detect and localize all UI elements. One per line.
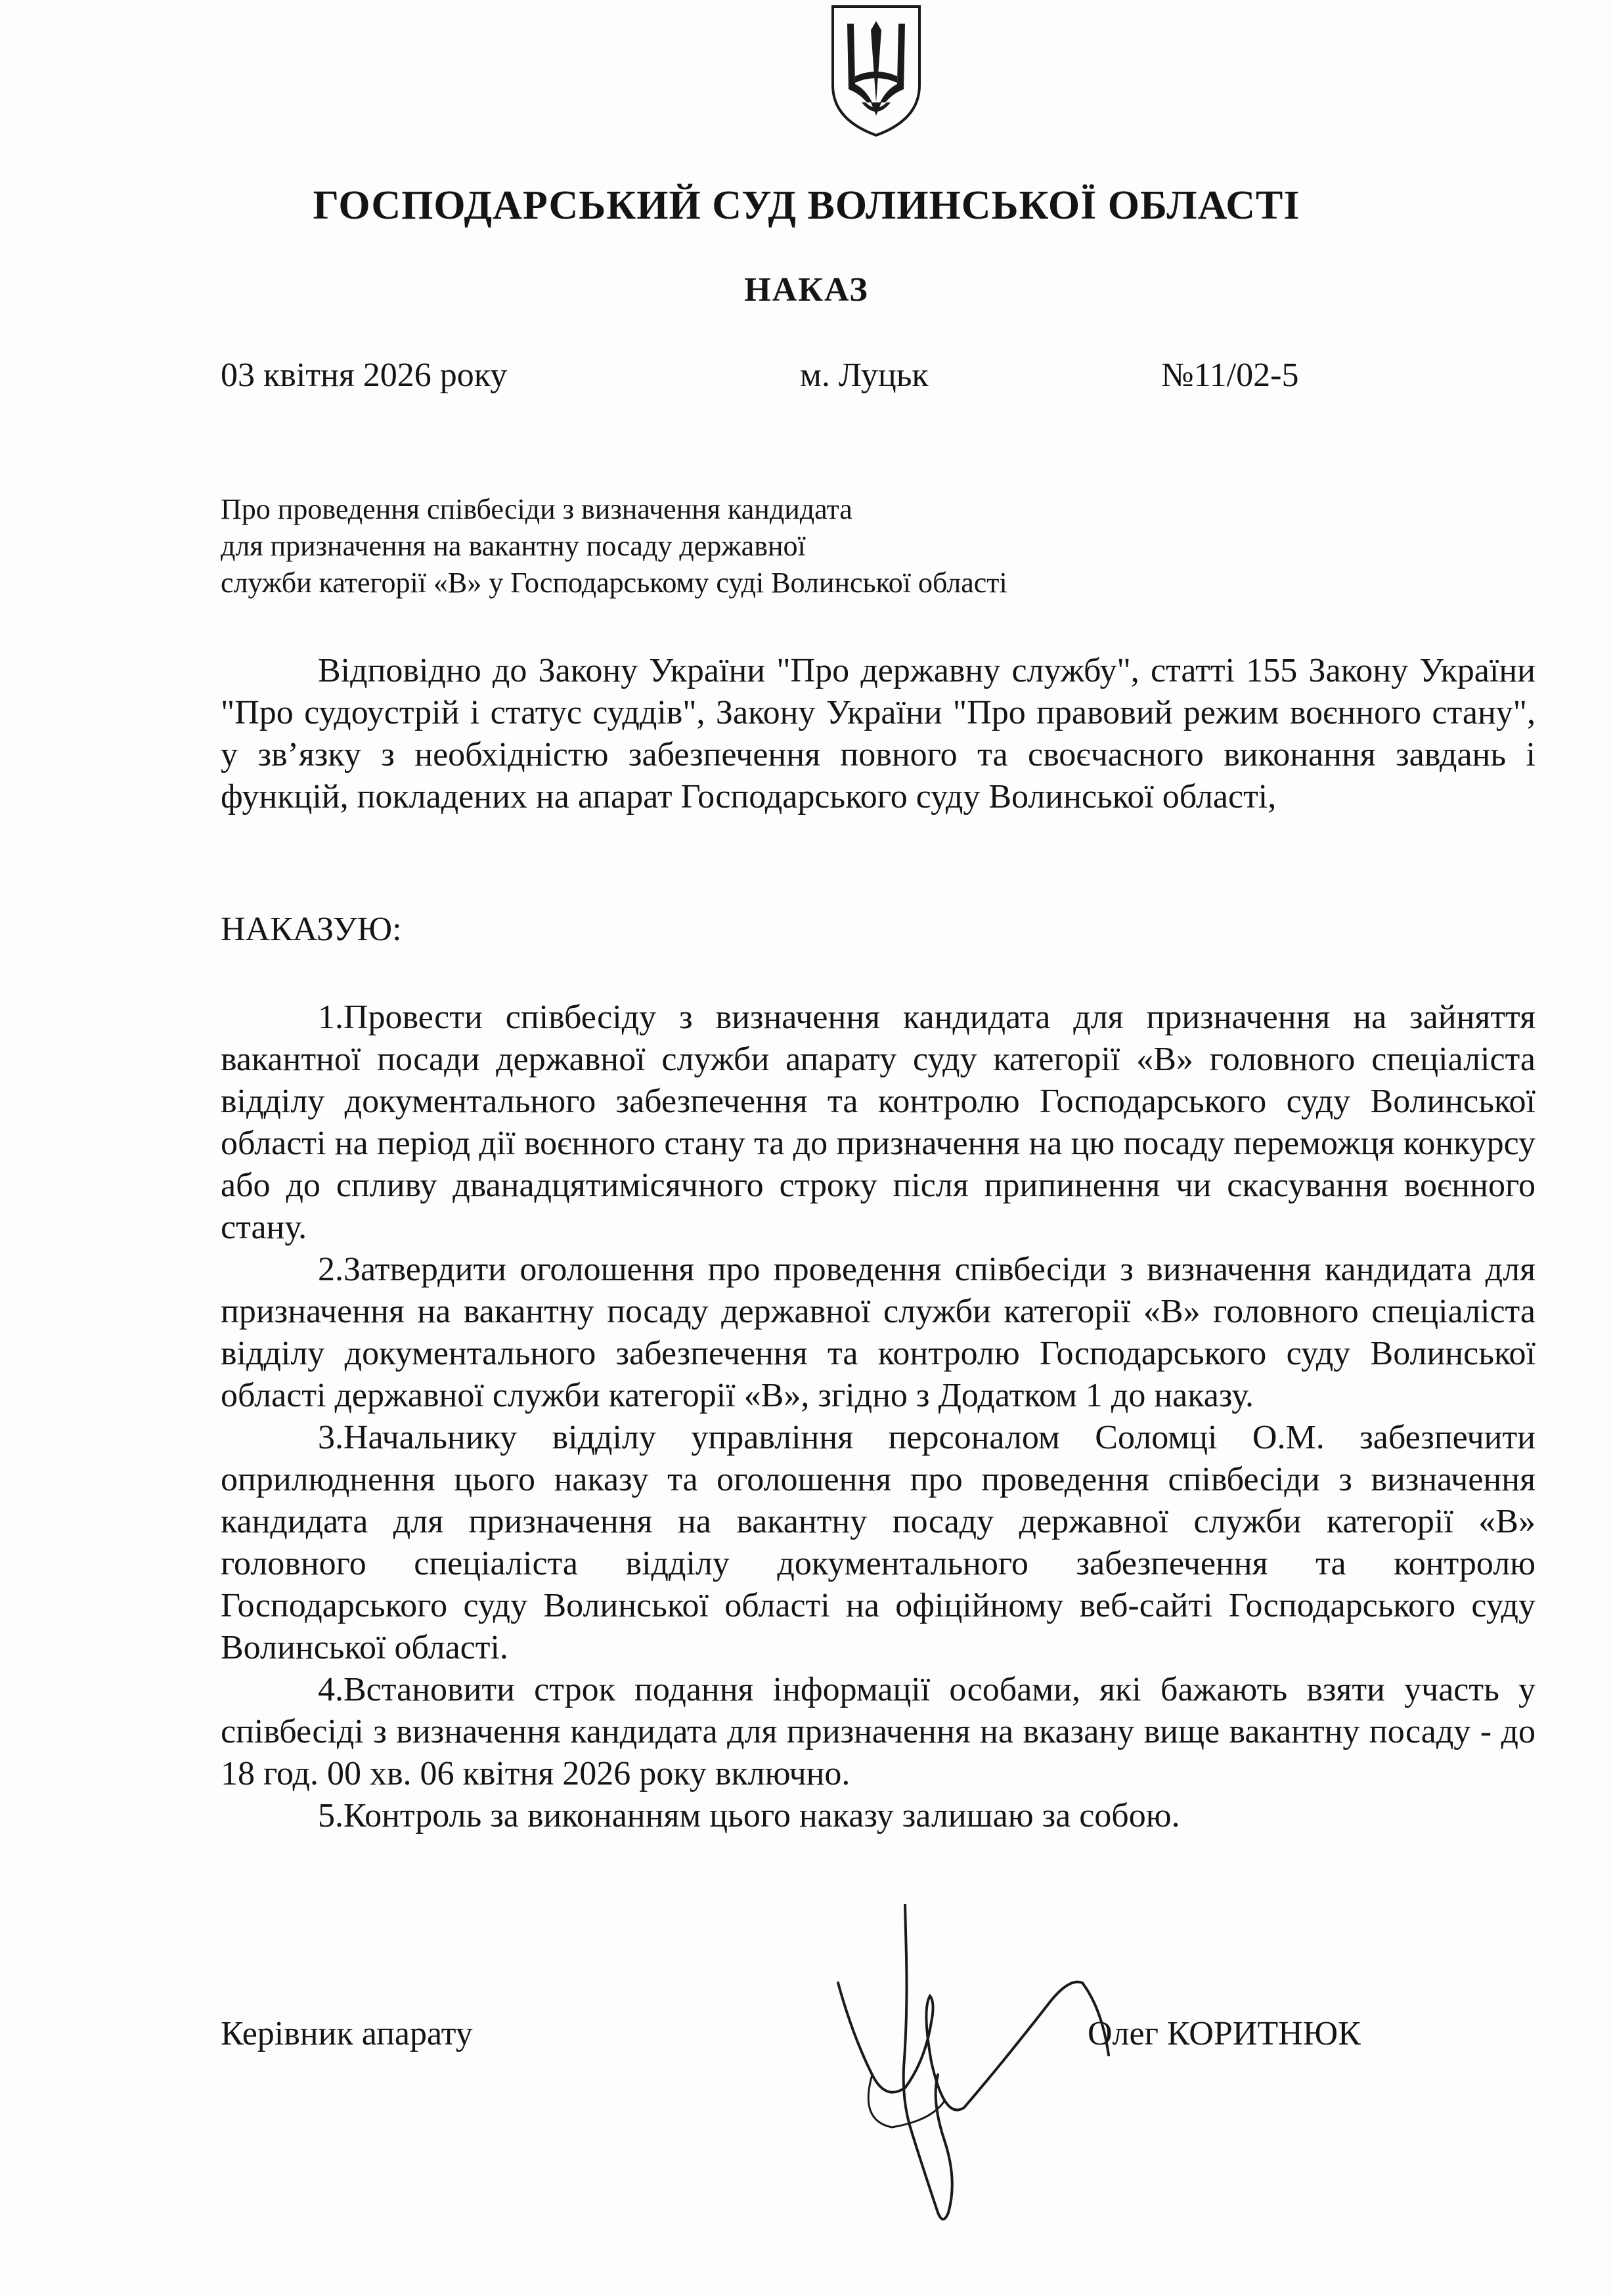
court-name: ГОСПОДАРСЬКИЙ СУД ВОЛИНСЬКОЇ ОБЛАСТІ <box>313 183 1300 228</box>
order-item: 1.Провести співбесіду з визначення кандидата для призначення на зайняття вакантної посади державної служби апарату суду категорії «В» головного спеціаліста відділу документального забезпечення та контролю Господарського суду Волинської області на період дії воєнного стану та до призначення на цю посаду переможця конкурсу або до спливу дванадцятимісячного строку після припинення чи скасування воєнного стану. <box>221 999 1536 1246</box>
order-number: №11/02-5 <box>1161 357 1299 394</box>
subject-line: Про проведення співбесіди з визначення кандидата <box>221 493 852 525</box>
order-item: 5.Контроль за виконанням цього наказу залишаю за собою. <box>318 1797 1180 1834</box>
handwritten-signature-icon <box>833 1904 1148 2232</box>
signatory-name: Олег КОРИТНЮК <box>1088 2015 1361 2052</box>
order-preamble: Відповідно до Закону України "Про державну службу", статті 155 Закону України "Про судоустрій і статус суддів", Закону України "Про правовий режим воєнного стану", у зв’язку з необхідністю забезпечення повного та своєчасного виконання завдань і функцій, покладених на апарат Господарського суду Волинської області, <box>221 652 1536 815</box>
order-city: м. Луцьк <box>800 357 929 394</box>
subject-line: для призначення на вакантну посаду державної <box>221 530 806 562</box>
order-subject <box>221 491 1206 601</box>
order-date: 03 квітня 2026 року <box>221 357 508 394</box>
document-type: НАКАЗ <box>744 271 869 309</box>
order-items <box>221 997 1536 1837</box>
trident-coat-of-arms-icon <box>829 4 923 138</box>
order-item: 2.Затвердити оголошення про проведення співбесіди з визначення кандидата для призначення на вакантну посаду державної служби категорії «В» головного спеціаліста відділу документального забезпечення та контролю Господарського суду Волинської області державної служби категорії «В», згідно з Додатком 1 до наказу. <box>221 1251 1536 1414</box>
order-item: 3.Начальнику відділу управління персоналом Соломці О.М. забезпечити оприлюднення цього наказу та оголошення про проведення співбесіди з визначення кандидата для призначення на вакантну посаду державної служби категорії «В» головного спеціаліста відділу документального забезпечення та контролю Господарського суду Волинської області на офіційному веб-сайті Господарського суду Волинської області. <box>221 1419 1536 1666</box>
subject-line: служби категорії «В» у Господарському суді Волинської області <box>221 567 1007 599</box>
signatory-position: Керівник апарату <box>221 2015 473 2052</box>
resolve-heading: НАКАЗУЮ: <box>221 911 402 948</box>
order-item: 4.Встановити строк подання інформації особами, які бажають взяти участь у співбесіді з визначення кандидата для призначення на вказану вище вакантну посаду - до 18 год. 00 хв. 06 квітня 2026 року включно. <box>221 1671 1536 1792</box>
